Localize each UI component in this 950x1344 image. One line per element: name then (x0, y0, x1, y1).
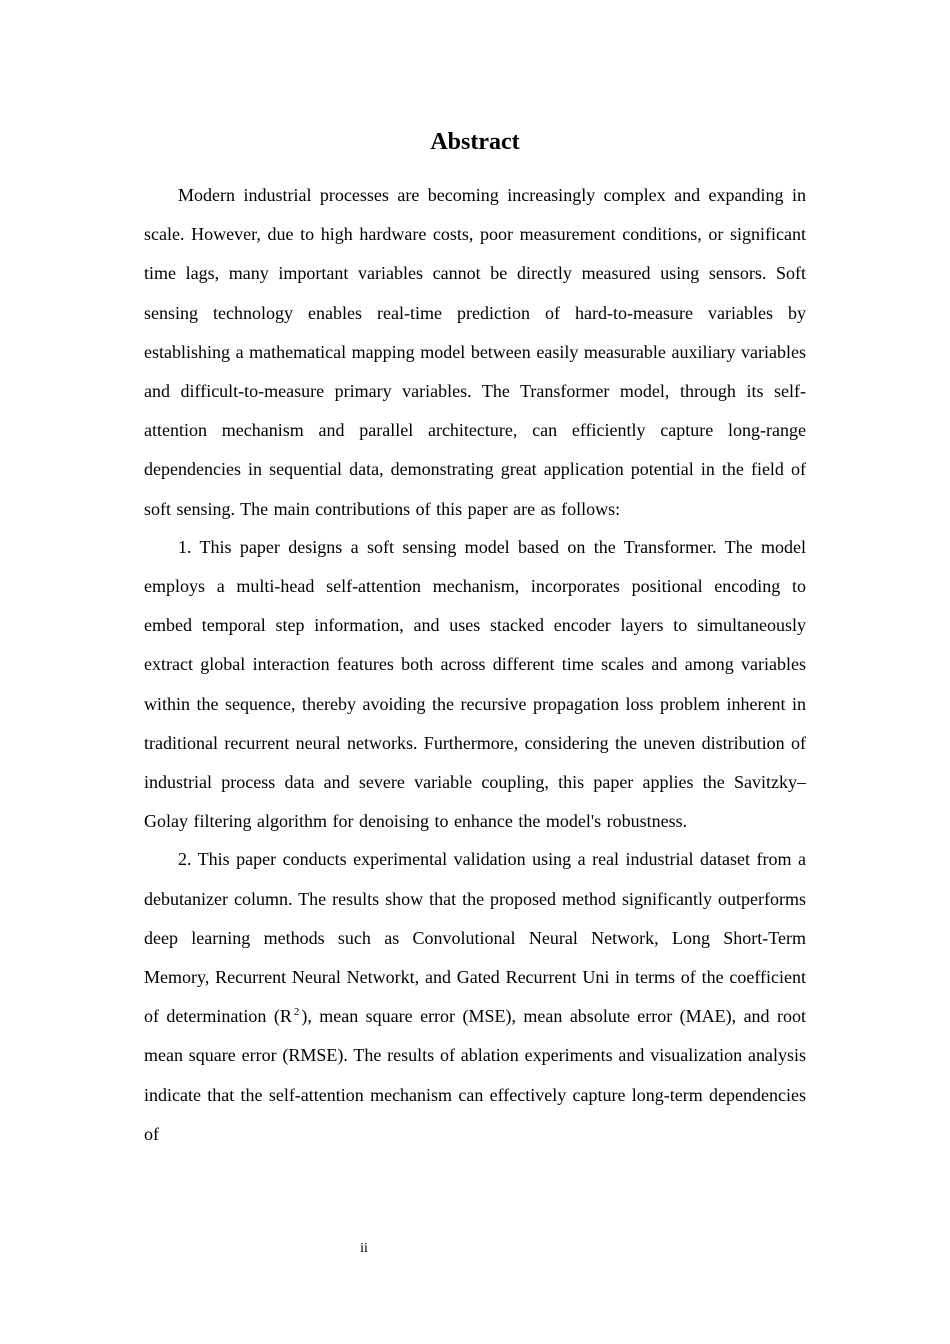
superscript-two: 2 (293, 1006, 300, 1019)
contribution-2-text-start: 2. This paper conducts experimental validation using a real industrial dataset from a debutanizer column. The results show that the proposed method significantly outperforms deep learning methods such as Convolutional Neural Network, Long Short-Term Memory, Recurrent Neural Networkt, and Gated Recurrent Uni in terms of the coefficient of determination (R (144, 849, 806, 1027)
contribution-2-paragraph (144, 840, 806, 1154)
contribution-1-paragraph: 1. This paper designs a soft sensing model based on the Transformer. The model employs a multi-head self-attention mechanism, incorporates positional encoding to embed temporal step information, and uses stacked encoder layers to simultaneously extract global interaction features both across different time scales and among variables within the sequence, thereby avoiding the recursive propagation loss problem inherent in traditional recurrent neural networks. Furthermore, considering the uneven distribution of industrial process data and severe variable coupling, this paper applies the Savitzky–Golay filtering algorithm for denoising to enhance the model's robustness. (144, 536, 806, 832)
contribution-2-text-end: ), mean square error (MSE), mean absolute error (MAE), and root mean square error (RMSE). The results of ablation experiments and visualization analysis indicate that the self-attention mechanism can effectively capture long-term dependencies of (144, 1006, 806, 1144)
abstract-body (144, 176, 806, 1154)
page-number: ii (360, 1241, 368, 1256)
abstract-intro-paragraph: Modern industrial processes are becoming increasingly complex and expanding in scale. However, due to high hardware costs, poor measurement conditions, or significant time lags, many important variables cannot be directly measured using sensors. Soft sensing technology enables real-time prediction of hard-to-measure variables by establishing a mathematical mapping model between easily measurable auxiliary variables and difficult-to-measure primary variables. The Transformer model, through its self-attention mechanism and parallel architecture, can efficiently capture long-range dependencies in sequential data, demonstrating great application potential in the field of soft sensing. The main contributions of this paper are as follows: (144, 185, 806, 519)
page-title: Abstract (430, 129, 520, 155)
